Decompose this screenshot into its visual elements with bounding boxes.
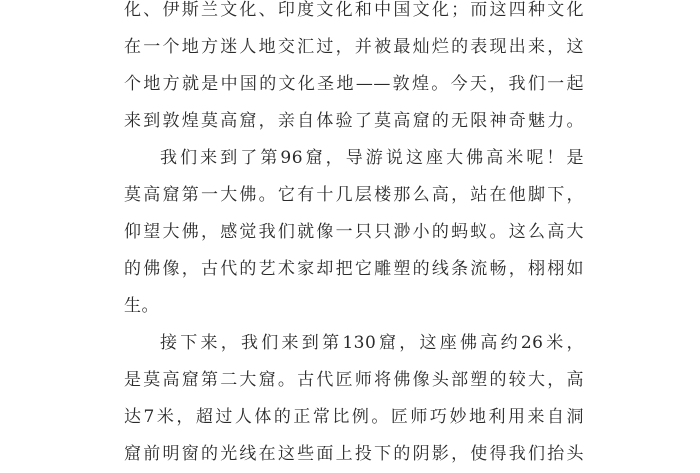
text-line: 达7米，超过人体的正常比例。匠师巧妙地利用来自洞 [124,407,584,427]
text-line: 仰望大佛，感觉我们就像一只只渺小的蚂蚁。这么高大 [124,222,584,242]
text-line: 化、伊斯兰文化、印度文化和中国文化；而这四种文化 [124,0,584,20]
text-line: 莫高窟第一大佛。它有十几层楼那么高，站在他脚下， [124,185,584,205]
text-line: 在一个地方迷人地交汇过，并被最灿烂的表现出来，这 [124,37,584,57]
text-line: 来到敦煌莫高窟，亲自体验了莫高窟的无限神奇魅力。 [124,111,584,131]
text-line: 窟前明窗的光线在这些面上投下的阴影，使得我们抬头 [124,444,584,464]
text-line: 个地方就是中国的文化圣地——敦煌。今天，我们一起 [124,74,584,94]
text-line: 接下来，我们来到第130窟，这座佛高约26米， [160,333,584,353]
essay-text [124,0,584,473]
text-line: 我们来到了第96窟，导游说这座大佛高米呢！是 [160,148,584,168]
text-line: 是莫高窟第二大窟。古代匠师将佛像头部塑的较大，高 [124,370,584,390]
text-line: 的佛像，古代的艺术家却把它雕塑的线条流畅，栩栩如 [124,259,584,279]
text-line: 生。 [124,296,159,316]
